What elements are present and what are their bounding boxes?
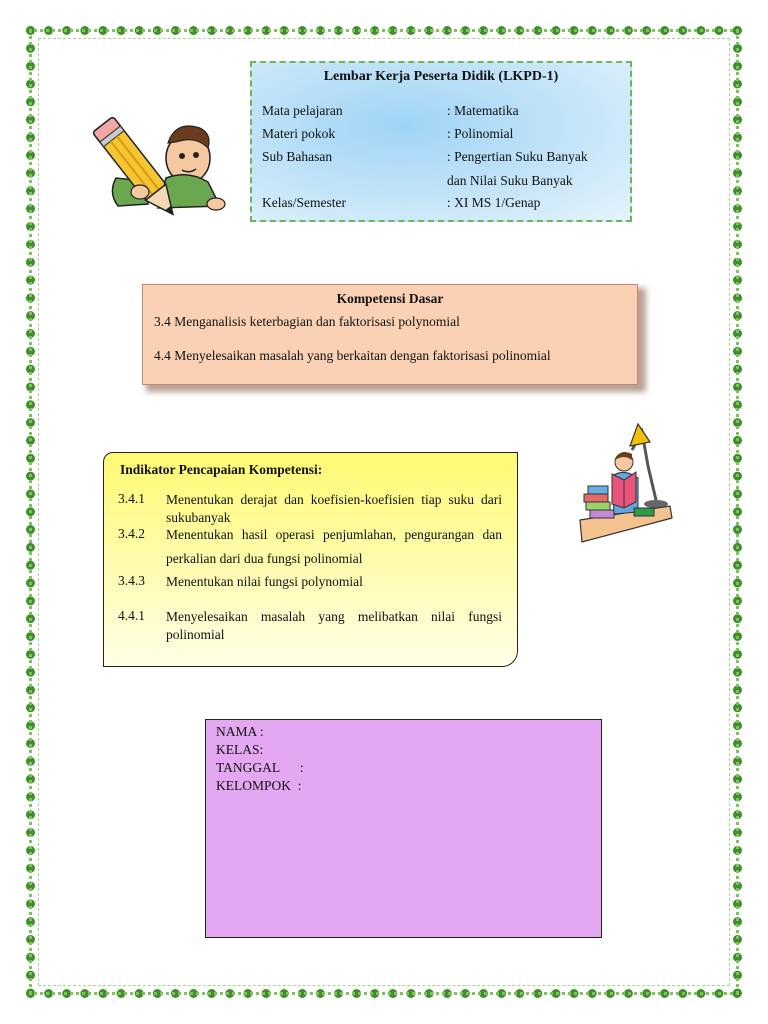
lkpd-header-box — [250, 61, 632, 222]
value-kelas-semester: : XI MS 1/Genap — [447, 195, 541, 210]
indikator-text-cont: sukubanyak — [166, 510, 231, 525]
label-mata-pelajaran: Mata pelajaran — [262, 103, 343, 118]
indikator-number: 3.4.2 — [118, 526, 145, 541]
indikator-number: 3.4.1 — [118, 491, 145, 506]
kd-item-3-4: 3.4 Menganalisis keterbagian dan faktorisasi polynomial — [154, 314, 460, 329]
identitas-box — [205, 719, 602, 938]
indikator-title: Indikator Pencapaian Kompetensi: — [120, 462, 323, 477]
indikator-text-cont: perkalian dari dua fungsi polinomial — [166, 551, 363, 566]
value-materi-pokok: : Polinomial — [447, 126, 514, 141]
kelompok-label: KELOMPOK : — [216, 778, 302, 793]
lkpd-title: Lembar Kerja Peserta Didik (LKPD-1) — [323, 69, 559, 84]
indikator-text: Menentukan hasil operasi penjumlahan, pengurangan dan — [166, 527, 502, 542]
kd-item-4-4: 4.4 Menyelesaikan masalah yang berkaitan dengan faktorisasi polinomial — [154, 348, 551, 363]
tanggal-label: TANGGAL : — [216, 760, 304, 775]
kompetensi-dasar-box — [142, 284, 638, 385]
indikator-number: 3.4.3 — [118, 573, 145, 588]
indikator-text: Menentukan nilai fungsi polynomial — [166, 574, 363, 589]
label-kelas-semester: Kelas/Semester — [262, 195, 346, 210]
indikator-box — [103, 452, 518, 667]
pencil-boy-illustration — [88, 108, 228, 240]
value-mata-pelajaran: : Matematika — [447, 103, 519, 118]
indikator-text: Menyelesaikan masalah yang melibatkan nilai fungsi — [166, 609, 502, 624]
label-materi-pokok: Materi pokok — [262, 126, 336, 141]
reading-student-illustration — [576, 420, 676, 546]
value-sub-bahasan: : Pengertian Suku Banyak — [447, 149, 588, 164]
kompetensi-dasar-title: Kompetensi Dasar — [336, 291, 444, 306]
value-sub-bahasan-continued: dan Nilai Suku Banyak — [447, 173, 573, 188]
indikator-text-cont: polinomial — [166, 627, 225, 642]
indikator-number: 4.4.1 — [118, 608, 145, 623]
label-sub-bahasan: Sub Bahasan — [262, 149, 333, 164]
indikator-text: Menentukan derajat dan koefisien-koefisien tiap suku dari — [166, 492, 502, 507]
kelas-label: KELAS: — [216, 742, 264, 757]
nama-label: NAMA : — [216, 724, 264, 739]
